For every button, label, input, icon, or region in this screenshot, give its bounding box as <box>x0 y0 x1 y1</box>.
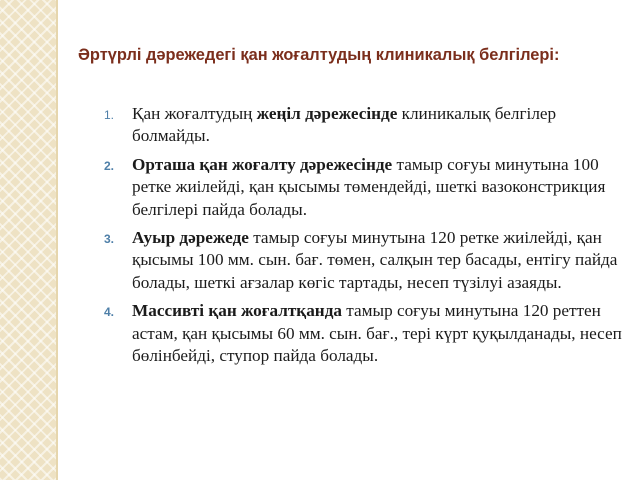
list-item-text: тамыр соғуы минутына 100 ретке жиілейді, қан қысымы төмендейді, шеткі вазоконстрикция белгілері пайда болады. <box>132 154 606 219</box>
slide-title: Әртүрлі дәрежедегі қан жоғалтудың клиникалық белгілері: <box>78 46 560 64</box>
list-item-emphasis: жеңіл дәрежесінде <box>256 104 398 123</box>
list-item-text: клиникалық белгілер болмайды. <box>132 104 557 146</box>
side-stripe-edge <box>56 0 58 480</box>
list-item-emphasis: Орташа қан жоғалту дәрежесінде <box>132 154 393 174</box>
list-item-emphasis: Ауыр дәрежеде <box>132 228 249 248</box>
list-item-number: 1. <box>104 108 115 122</box>
list-item-text: тамыр соғуы минутына 120 ретке жиілейді, қан қысымы 100 мм. сын. бағ. төмен, салқын тер басады, ентігу пайда болады, шеткі ағзалар көгіс тартады, несеп түзілуі азаяды. <box>132 228 618 292</box>
list-item-text: тамыр соғуы минутына 120 реттен астам, қан қысымы 60 мм. сын. бағ., тері күрт қуқылданады, несеп бөлінбейді, ступор пайда болады. <box>132 301 622 366</box>
list-item-number: 4. <box>104 305 115 320</box>
list-item <box>104 300 630 367</box>
decorative-side-stripe <box>0 0 56 480</box>
list-item-number: 2. <box>104 158 115 173</box>
list-item <box>104 227 630 294</box>
list-item-emphasis: Массивті қан жоғалтқанда <box>132 301 342 321</box>
list-item-number: 3. <box>104 232 115 247</box>
list-item <box>104 103 630 148</box>
list-item <box>104 154 630 221</box>
list-item-text: Қан жоғалтудың <box>132 104 257 123</box>
clinical-signs-list <box>104 103 630 373</box>
